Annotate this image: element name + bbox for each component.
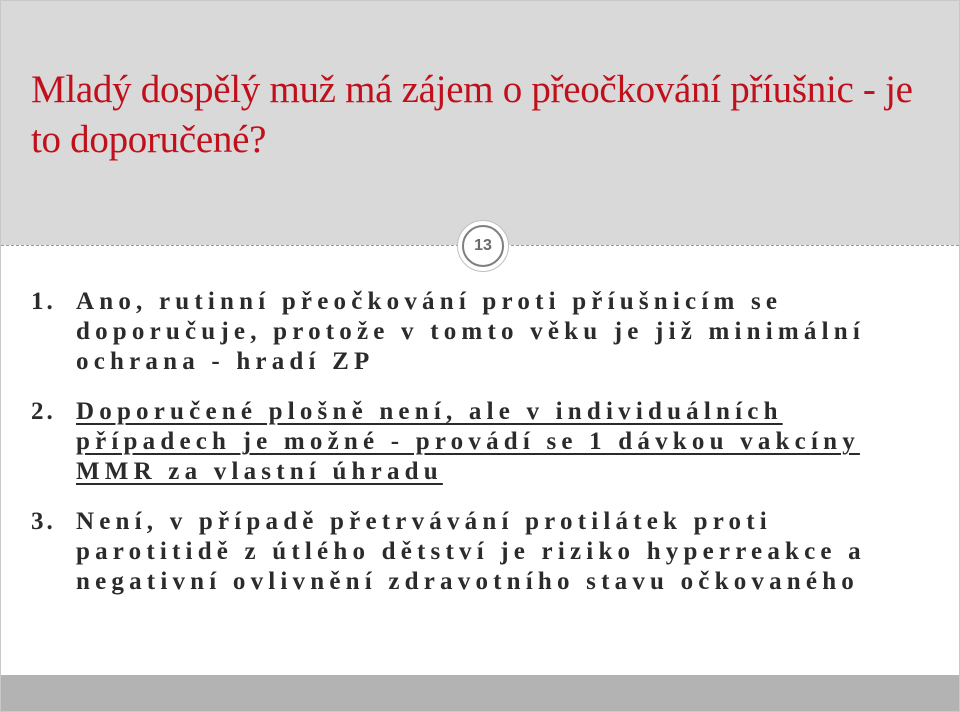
title-header bbox=[1, 1, 959, 245]
answer-item-3 bbox=[31, 507, 931, 597]
answer-list bbox=[31, 287, 931, 617]
answer-number: 1. bbox=[31, 288, 56, 315]
answer-text: Ano, rutinní přeočkování proti příušnicím se doporučuje, protože v tomto věku je již minimální ochrana - hradí ZP bbox=[76, 288, 866, 375]
answer-item-2 bbox=[31, 397, 931, 487]
slide-title: Mladý dospělý muž má zájem o přeočkování příušnic - je to doporučené? bbox=[31, 68, 913, 161]
footer-bar bbox=[1, 675, 959, 711]
answer-number: 2. bbox=[31, 398, 56, 425]
answer-text: Není, v případě přetrvávání protilátek proti parotitidě z útlého dětství je riziko hyperreakce a negativní ovlivnění zdravotního stavu očkovaného bbox=[76, 508, 866, 595]
answer-number: 3. bbox=[31, 508, 56, 535]
answer-item-1 bbox=[31, 287, 931, 377]
page-number: 13 bbox=[462, 225, 504, 267]
answer-text: Doporučené plošně není, ale v individuálních případech je možné - provádí se 1 dávkou vakcíny MMR za vlastní úhradu bbox=[76, 398, 860, 485]
page-number-badge bbox=[457, 220, 509, 272]
